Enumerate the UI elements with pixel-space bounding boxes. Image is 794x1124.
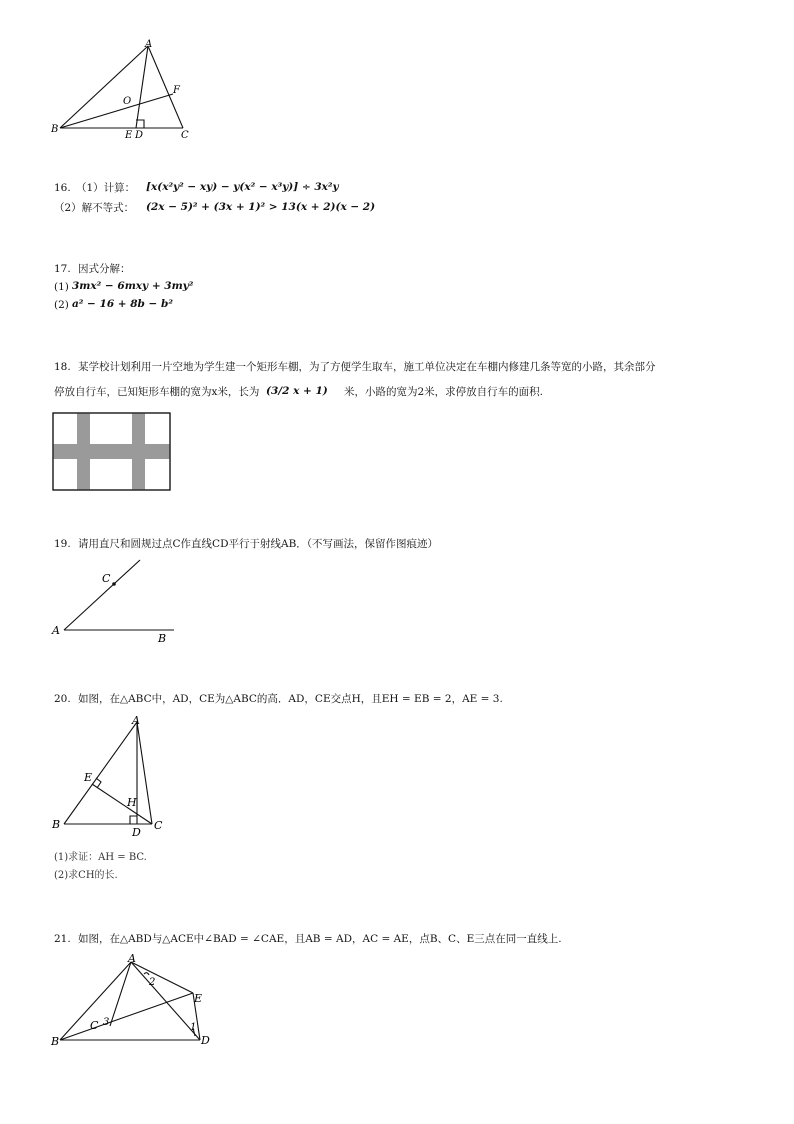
- altitude-ce: [92, 784, 152, 824]
- q19-number: 19.: [54, 538, 71, 550]
- q20-sub1: (1)求证：AH = BC.: [54, 852, 147, 863]
- q19-text: 请用直尺和圆规过点C作直线CD平行于射线AB．（不写画法，保留作图痕迹）: [78, 538, 439, 550]
- label-b: B: [158, 632, 167, 645]
- segment-be: [60, 993, 193, 1040]
- segment-ac: [137, 722, 152, 824]
- label-a: A: [132, 714, 140, 727]
- label-b: B: [51, 1035, 60, 1048]
- q16-part1-label: （1）计算：: [76, 182, 136, 194]
- segment-bf: [60, 94, 173, 128]
- label-f: F: [173, 85, 180, 96]
- q16-number: 16.: [54, 182, 71, 194]
- label-c: C: [102, 572, 111, 585]
- segment-ae: [131, 962, 193, 993]
- angle-label-3: 3: [103, 1017, 110, 1028]
- label-c: C: [90, 1019, 99, 1032]
- q17-part1-label: (1): [54, 281, 69, 293]
- q16-part1-expr: [x(x²y² − xy) − y(x² − x³y)] ÷ 3x²y: [146, 181, 339, 193]
- label-a: A: [145, 39, 153, 50]
- figure-q18-shed: [52, 412, 172, 492]
- label-c: C: [154, 819, 163, 832]
- figure-q20: [48, 712, 178, 842]
- label-b: B: [51, 124, 59, 135]
- label-h: H: [127, 796, 137, 809]
- q21-text: 如图，在△ABD与△ACE中∠BAD = ∠CAE，且AB = AD，AC = AE，点B、C、E三点在同一直线上.: [78, 933, 562, 945]
- ray-ac: [64, 560, 140, 630]
- q17-part1-expr: 3mx² − 6mxy + 3my²: [72, 280, 194, 292]
- label-o: O: [123, 96, 132, 107]
- q18-line2a: 停放自行车，已知矩形车棚的宽为x米，长为: [54, 386, 260, 398]
- segment-ab: [60, 46, 148, 128]
- q18-line2b: 米，小路的宽为2米，求停放自行车的面积.: [344, 386, 544, 398]
- segment-ad: [136, 46, 148, 128]
- q17-part2-expr: a² − 16 + 8b − b²: [72, 298, 173, 310]
- figure-q15: [48, 36, 198, 144]
- q17-number: 17.: [54, 263, 71, 275]
- label-d: D: [201, 1034, 210, 1047]
- angle-label-1: 1: [190, 1022, 197, 1033]
- label-a: A: [128, 952, 136, 965]
- label-d: D: [135, 130, 144, 141]
- label-d: D: [132, 826, 141, 839]
- right-angle-e: [96, 778, 101, 788]
- label-c: C: [181, 130, 189, 141]
- q17-part2-label: (2): [54, 299, 69, 311]
- q17-title: 因式分解：: [78, 263, 131, 275]
- q16-part2-label: （2）解不等式：: [54, 202, 135, 214]
- point-c: [112, 582, 116, 586]
- q18-expr: (3/2 x + 1): [266, 385, 328, 397]
- q20-text: 如图，在△ABC中，AD，CE为△ABC的高．AD，CE交点H，且EH = EB = 2，AE = 3.: [78, 693, 503, 705]
- right-angle-d: [130, 816, 137, 824]
- path-vertical-1: [77, 413, 90, 490]
- angle-mark-2: [144, 973, 149, 975]
- label-e: E: [125, 130, 133, 141]
- path-vertical-2: [132, 413, 145, 490]
- figure-q19: [48, 555, 183, 645]
- angle-label-2: 2: [149, 977, 156, 988]
- q21-number: 21.: [54, 933, 71, 945]
- q16-part2-expr: (2x − 5)² + (3x + 1)² > 13(x + 2)(x − 2): [146, 201, 376, 213]
- label-b: B: [52, 818, 61, 831]
- path-horizontal: [53, 444, 170, 459]
- q20-sub2: (2)求CH的长.: [54, 870, 118, 881]
- label-a: A: [52, 624, 60, 637]
- q18-number: 18.: [54, 361, 71, 373]
- q18-line1: 某学校计划利用一片空地为学生建一个矩形车棚，为了方便学生取车，施工单位决定在车棚内修建几条等宽的小路，其余部分: [78, 361, 656, 373]
- label-e: E: [194, 992, 203, 1005]
- q20-number: 20.: [54, 693, 71, 705]
- figure-q21: [48, 950, 223, 1052]
- label-e: E: [84, 771, 93, 784]
